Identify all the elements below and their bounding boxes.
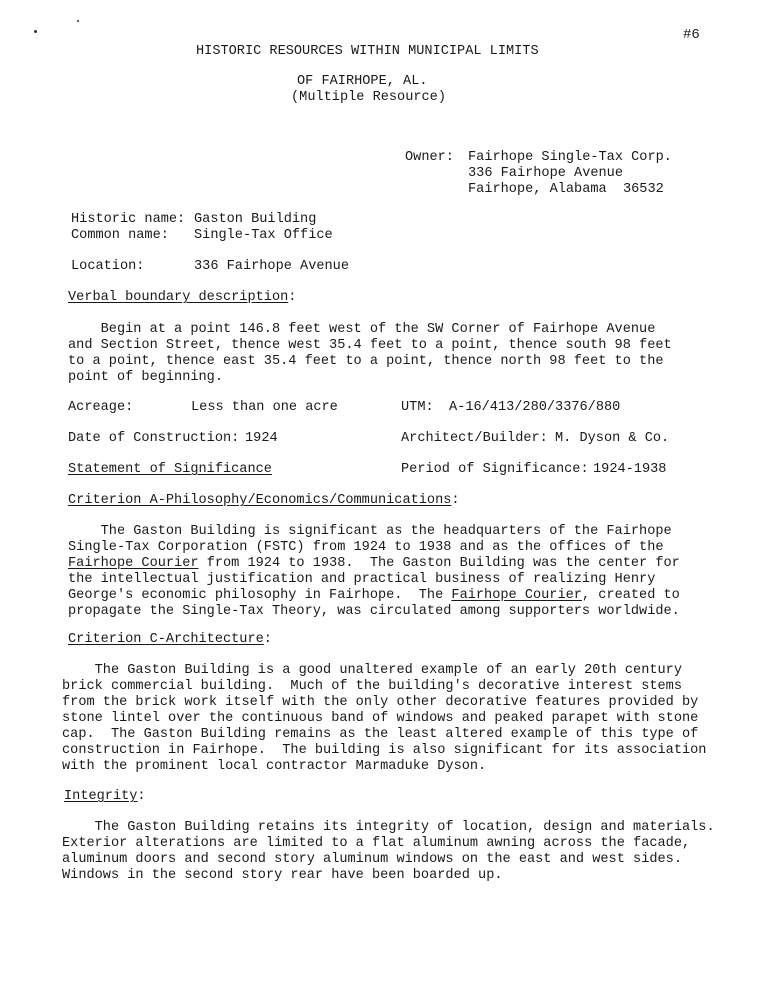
common-name-value: Single-Tax Office	[194, 228, 333, 243]
historic-name-label: Historic name:	[71, 212, 186, 227]
integrity-heading-colon: :	[137, 789, 146, 804]
date-label: Date of Construction:	[68, 431, 240, 446]
page-number: #6	[683, 27, 700, 43]
criterion-a-line: the intellectual justification and practical business of realizing Henry	[68, 572, 656, 587]
criterion-a-heading-colon: :	[451, 493, 460, 508]
publication-title: Fairhope Courier	[451, 588, 582, 603]
criterion-a-heading	[68, 493, 460, 509]
criterion-c-heading-text: Criterion C-Architecture	[68, 632, 264, 647]
criterion-a-line-text: , created to	[581, 588, 680, 603]
common-name-label: Common name:	[71, 228, 169, 243]
owner-label: Owner:	[405, 150, 454, 165]
utm-value: A-16/413/280/3376/880	[449, 400, 621, 415]
boundary-heading-colon: :	[288, 290, 297, 305]
acreage-label: Acreage:	[68, 400, 134, 415]
significance-heading: Statement of Significance	[68, 462, 272, 477]
criterion-a-line	[68, 556, 680, 572]
criterion-a-line-text: from 1924 to 1938. The Gaston Building was the center for	[198, 556, 680, 571]
owner-city: Fairhope, Alabama 36532	[468, 182, 664, 197]
location-value: 336 Fairhope Avenue	[194, 259, 349, 274]
owner-street: 336 Fairhope Avenue	[468, 166, 623, 181]
boundary-heading-text: Verbal boundary description	[68, 290, 289, 305]
criterion-a-text	[68, 524, 680, 620]
criterion-a-line-text: George's economic philosophy in Fairhope. The	[68, 588, 452, 603]
date-value: 1924	[245, 431, 278, 446]
header-line-1: HISTORIC RESOURCES WITHIN MUNICIPAL LIMITS	[196, 44, 539, 59]
acreage-value: Less than one acre	[191, 400, 338, 415]
integrity-heading	[64, 789, 146, 805]
scan-speck	[34, 30, 37, 33]
period-label: Period of Significance:	[401, 462, 589, 477]
architect-value: M. Dyson & Co.	[555, 431, 670, 446]
integrity-text: The Gaston Building retains its integrity of location, design and materials. Exterior alterations are limited to a flat aluminum awning across the facade, aluminum doors and second story aluminum windows on the east and west sides. Windows in the second story rear have been boarded up.	[62, 820, 715, 883]
integrity-heading-text: Integrity	[64, 789, 138, 804]
criterion-a-line	[68, 588, 680, 604]
utm-label: UTM:	[401, 400, 434, 415]
architect-label: Architect/Builder:	[401, 431, 548, 446]
criterion-a-heading-text: Criterion A-Philosophy/Economics/Communications	[68, 493, 452, 508]
criterion-c-heading-colon: :	[263, 632, 272, 647]
scan-speck	[77, 20, 79, 22]
criterion-c-heading	[68, 632, 272, 648]
boundary-text: Begin at a point 146.8 feet west of the SW Corner of Fairhope Avenue and Section Street, thence west 35.4 feet to a point, thence south 98 feet to a point, thence east 35.4 feet to a point, thence north 98 feet to the point of beginning.	[68, 322, 672, 385]
criterion-a-line: The Gaston Building is significant as the headquarters of the Fairhope	[68, 524, 672, 539]
publication-title: Fairhope Courier	[68, 556, 199, 571]
criterion-a-line: propagate the Single-Tax Theory, was circulated among supporters worldwide.	[68, 604, 680, 619]
criterion-a-line: Single-Tax Corporation (FSTC) from 1924 to 1938 and as the offices of the	[68, 540, 664, 555]
owner-name: Fairhope Single-Tax Corp.	[468, 150, 672, 165]
location-label: Location:	[71, 259, 145, 274]
period-value: 1924-1938	[593, 462, 667, 477]
header-line-2: OF FAIRHOPE, AL.	[297, 74, 428, 89]
boundary-heading	[68, 290, 296, 306]
historic-name-value: Gaston Building	[194, 212, 317, 227]
criterion-c-text: The Gaston Building is a good unaltered example of an early 20th century brick commercial building. Much of the building's decorative interest stems from the brick work itself with the only other decorative features provided by stone lintel over the continuous band of windows and peaked parapet with stone cap. The Gaston Building remains as the least altered example of this type of construction in Fairhope. The building is also significant for its association with the prominent local contractor Marmaduke Dyson.	[62, 663, 707, 774]
header-line-3: (Multiple Resource)	[291, 90, 446, 105]
